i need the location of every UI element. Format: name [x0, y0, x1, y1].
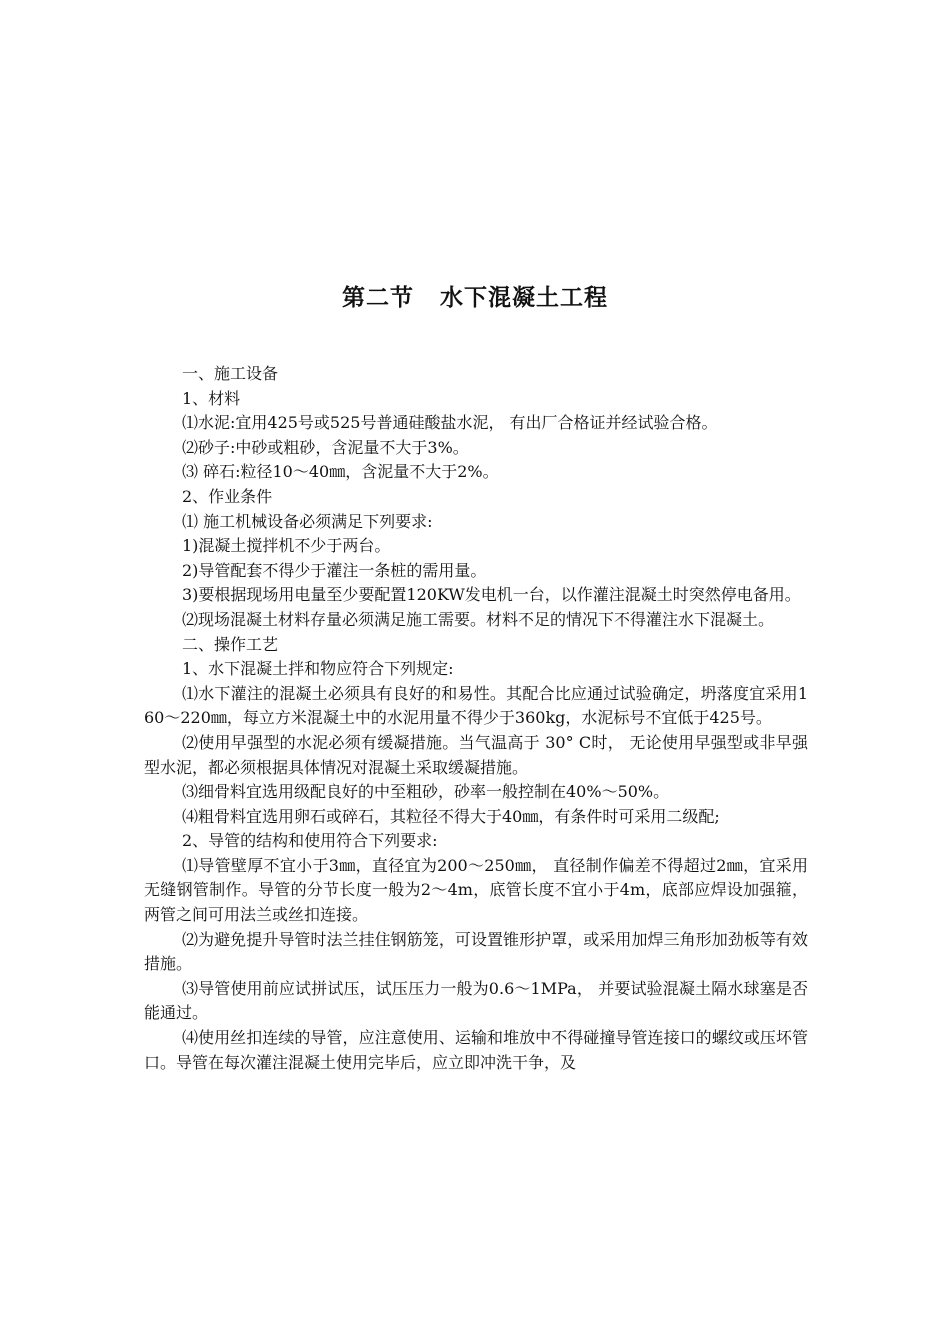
paragraph-sand: ⑵砂子:中砂或粗砂，含泥量不大于3%。: [182, 437, 469, 457]
heading-process: 二、操作工艺: [182, 634, 279, 654]
paragraph-workability: ⑴水下灌注的混凝土必须具有良好的和易性。其配合比应通过试验确定，坍落度宜采用160～220㎜，每立方米混凝土中的水泥用量不得少于360kg，水泥标号不宜低于425号。: [144, 683, 808, 728]
section-number: 第二节: [342, 285, 414, 311]
paragraph-tremie-guard: ⑵为避免提升导管时法兰挂住钢筋笼，可设置锥形护罩，或采用加焊三角形加劲板等有效措施。: [144, 929, 808, 974]
subheading-conditions: 2、作业条件: [182, 486, 273, 506]
section-heading: 水下混凝土工程: [440, 285, 608, 311]
paragraph-machinery: ⑴ 施工机械设备必须满足下列要求:: [182, 511, 433, 531]
subheading-tremie: 2、导管的结构和使用符合下列要求:: [182, 831, 438, 851]
paragraph-early-strength: ⑵使用早强型的水泥必须有缓凝措施。当气温高于 30° C时， 无论使用早强型或非早强型水泥，都必须根据具体情况对混凝土采取缓凝措施。: [144, 732, 808, 777]
paragraph-tremie-wall: ⑴导管壁厚不宜小于3㎜，直径宜为200～250㎜， 直径制作偏差不得超过2㎜，宜采用无缝钢管制作。导管的分节长度一般为2～4m，底管长度不宜小于4m，底部应焊设加强箍，两管之间可用法兰或丝扣连接。: [144, 855, 808, 925]
paragraph-stock: ⑵现场混凝土材料存量必须满足施工需要。材料不足的情况下不得灌注水下混凝土。: [182, 609, 775, 629]
paragraph-pipes: 2)导管配套不得少于灌注一条桩的需用量。: [182, 560, 487, 580]
paragraph-fine-aggregate: ⑶细骨料宜选用级配良好的中至粗砂，砂率一般控制在40%～50%。: [182, 782, 670, 802]
heading-equipment: 一、施工设备: [182, 364, 279, 383]
paragraph-coarse-aggregate: ⑷粗骨料宜选用卵石或碎石，其粒径不得大于40㎜，有条件时可采用二级配;: [182, 806, 720, 826]
section-title: [0, 283, 950, 313]
paragraph-generator: 3)要根据现场用电量至少要配置120KW发电机一台，以作灌注混凝土时突然停电备用。: [182, 585, 801, 605]
paragraph-mixer: 1)混凝土搅拌机不少于两台。: [182, 536, 391, 556]
paragraph-tremie-test: ⑶导管使用前应试拼试压，试压压力一般为0.6～1MPa， 并要试验混凝土隔水球塞是否能通过。: [144, 978, 808, 1023]
document-body: [144, 362, 808, 1075]
paragraph-gravel: ⑶ 碎石:粒径10～40㎜，含泥量不大于2%。: [182, 462, 499, 482]
paragraph-tremie-thread: ⑷使用丝扣连续的导管，应注意使用、运输和堆放中不得碰撞导管连接口的螺纹或压坏管口。导管在每次灌注混凝土使用完毕后，应立即冲洗干争，及: [144, 1028, 808, 1072]
subheading-materials: 1、材料: [182, 388, 241, 408]
paragraph-cement: ⑴水泥:宜用425号或525号普通硅酸盐水泥， 有出厂合格证并经试验合格。: [182, 413, 718, 433]
subheading-mix: 1、水下混凝土拌和物应符合下列规定:: [182, 659, 454, 679]
